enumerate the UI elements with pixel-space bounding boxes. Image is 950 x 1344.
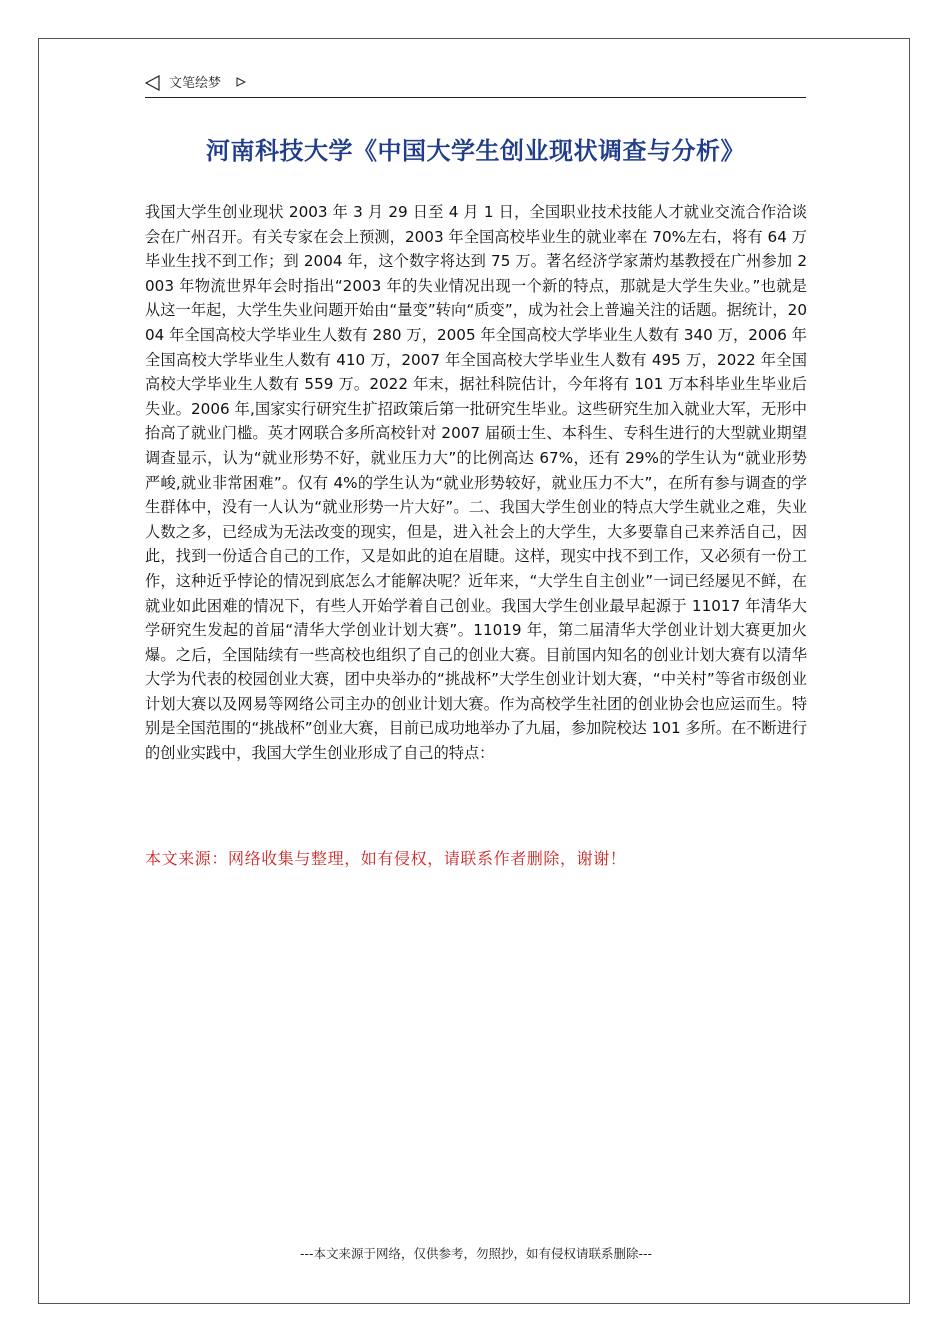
document-body: 我国大学生创业现状 2003 年 3 月 29 日至 4 月 1 日，全国职业技术技能人才就业交流合作洽谈会在广州召开。有关专家在会上预测，2003 年全国高校毕业生的就业率在 70%左右，将有 64 万毕业生找不到工作；到 2004 年，这个数字将达到 75 万。著名经济学家萧灼基教授在广州参加 2003 年物流世界年会时指出“2003 年的失业情况出现一个新的特点，那就是大学生失业。”也就是从这一年起，大学生失业问题开始由“量变”转向“质变”，成为社会上普遍关注的话题。据统计，2004 年全国高校大学毕业生人数有 280 万，2005 年全国高校大学毕业生人数有 340 万，2006 年全国高校大学毕业生人数有 410 万，2007 年全国高校大学毕业生人数有 495 万，2022 年全国高校大学毕业生人数有 559 万。2022 年末，据社科院估计，今年将有 101 万本科毕业生毕业后失业。2006 年,国家实行研究生扩招政策后第一批研究生毕业。这些研究生加入就业大军，无形中抬高了就业门槛。英才网联合多所高校针对 2007 届硕士生、本科生、专科生进行的大型就业期望调查显示，认为“就业形势不好，就业压力大”的比例高达 67%，还有 29%的学生认为“就业形势严峻,就业非常困难”。仅有 4%的学生认为“就业形势较好，就业压力不大”，在所有参与调查的学生群体中，没有一人认为“就业形势一片大好”。二、我国大学生创业的特点大学生就业之难，失业人数之多，已经成为无法改变的现实，但是，进入社会上的大学生，大多要靠自己来养活自己，因此，找到一份适合自己的工作，又是如此的迫在眉睫。这样，现实中找不到工作，又必须有一份工作，这种近乎悖论的情况到底怎么才能解决呢？近年来，“大学生自主创业”一词已经屡见不鲜，在就业如此困难的情况下，有些人开始学着自己创业。我国大学生创业最早起源于 11017 年清华大学研究生发起的首届“清华大学创业计划大赛”。11019 年，第二届清华大学创业计划大赛更加火爆。之后，全国陆续有一些高校也组织了自己的创业大赛。目前国内知名的创业计划大赛有以清华大学为代表的校园创业大赛，团中央举办的“挑战杯”大学生创业计划大赛，“中关村”等省市级创业计划大赛以及网易等网络公司主办的创业计划大赛。作为高校学生社团的创业协会也应运而生。特别是全国范围的“挑战杯”创业大赛，目前已成功地举办了九届，参加院校达 101 多所。在不断进行的创业实践中，我国大学生创业形成了自己的特点：: [145, 203, 807, 763]
document-title: 河南科技大学《中国大学生创业现状调查与分析》: [206, 137, 745, 165]
header-brand: 文笔绘梦: [169, 76, 222, 91]
left-triangle-outline-icon: [145, 75, 161, 91]
source-note: 本文来源：网络收集与整理，如有侵权，请联系作者删除，谢谢！: [145, 849, 627, 868]
footer-note: ---本文来源于网络，仅供参考，勿照抄，如有侵权请联系删除---: [299, 1246, 653, 1261]
page-header: [145, 74, 806, 98]
right-triangle-outline-icon: [236, 77, 246, 87]
